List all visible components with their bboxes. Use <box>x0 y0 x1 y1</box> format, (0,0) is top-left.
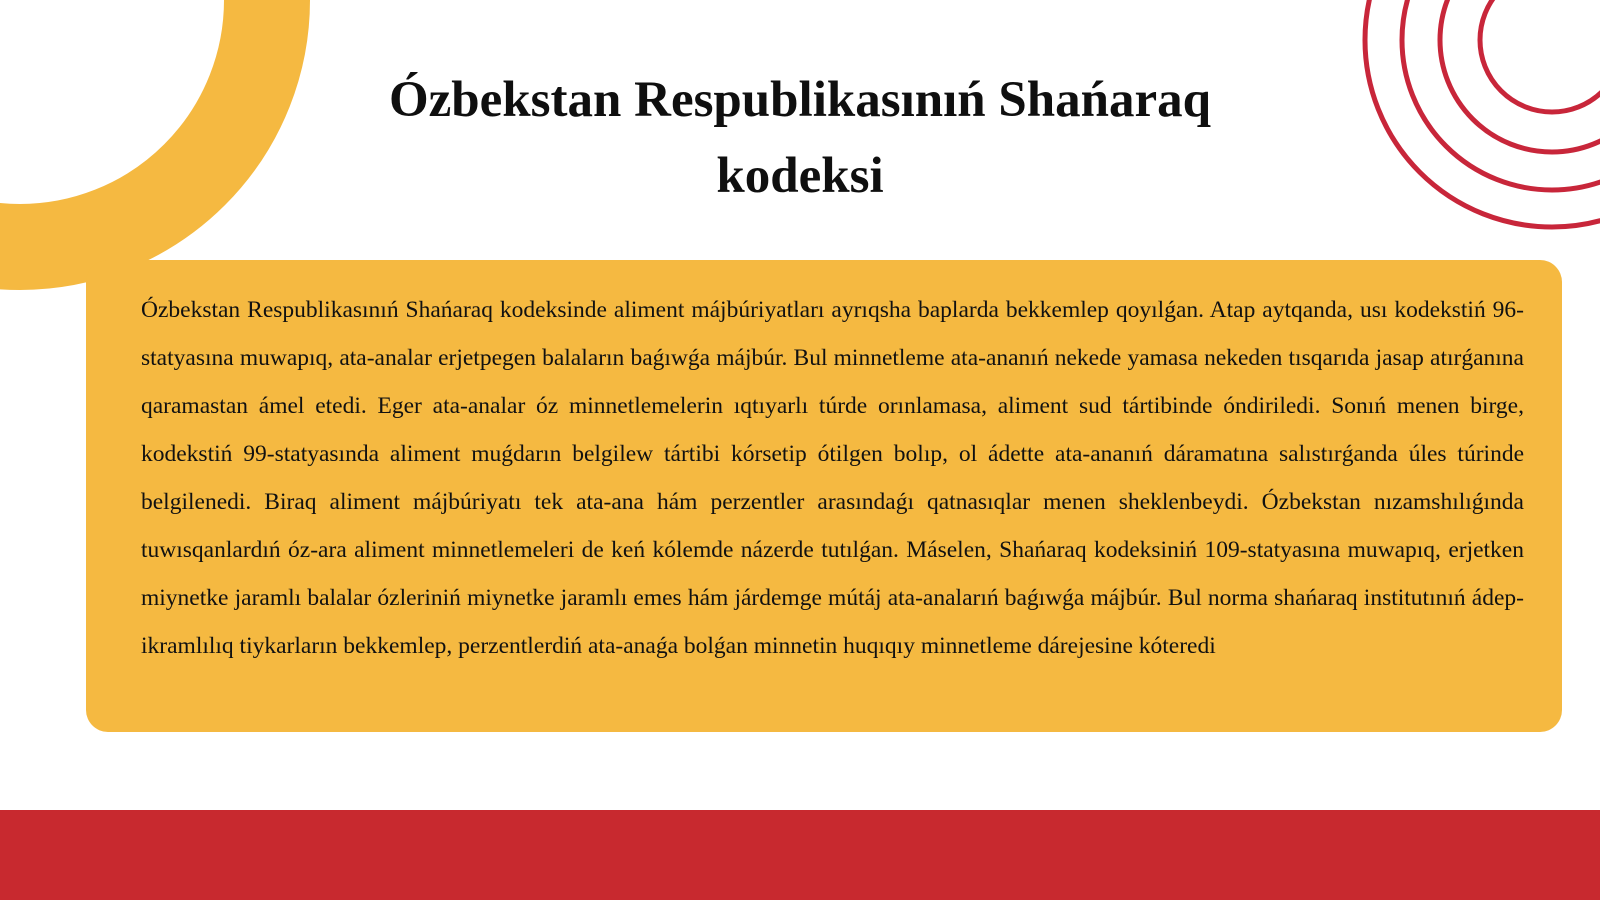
decorative-red-rings <box>1340 0 1600 240</box>
content-box <box>86 260 1562 732</box>
slide-title: Ózbekstan Respublikasınıń Shańaraq kodeksi <box>389 72 1211 204</box>
decorative-yellow-arc <box>0 0 310 290</box>
footer-bar <box>0 810 1600 900</box>
body-paragraph: Ózbekstan Respublikasınıń Shańaraq kodeksinde aliment májbúriyatları ayrıqsha baplarda bekkemlep qoyılǵan. Atap aytqanda, usı kodekstiń 96-statyasına muwapıq, ata-analar erjetpegen balaların baǵıwǵa májbúr. Bul minnetleme ata-ananıń nekede yamasa nekeden tısqarıda jasap atırǵanına qaramastan ámel etedi. Eger ata-analar óz minnetlemelerin ıqtıyarlı túrde orınlamasa, aliment sud tártibinde óndiriledi. Sonıń menen birge, kodekstiń 99-statyasında aliment muǵdarın belgilew tártibi kórsetip ótilgen bolıp, ol ádette ata-ananıń dáramatına salıstırǵanda úles túrinde belgilenedi. Biraq aliment májbúriyatı tek ata-ana hám perzentler arasındaǵı qatnasıqlar menen sheklenbeydi. Ózbekstan nızamshılıǵında tuwısqanlardıń óz-ara aliment minnetlemeleri de keń kólemde názerde tutılǵan. Máselen, Shańaraq kodeksiniń 109-statyasına muwapıq, erjetken miynetke jaramlı balalar ózleriniń miynetke jaramlı emes hám járdemge mútáj ata-analarıń baǵıwǵa májbúr. Bul norma shańaraq institutınıń ádep-ikramlılıq tiykarların bekkemlep, perzentlerdiń ata-anaǵa bolǵan minnetin huqıqıy minnetleme dárejesine kóteredi <box>141 297 1524 659</box>
